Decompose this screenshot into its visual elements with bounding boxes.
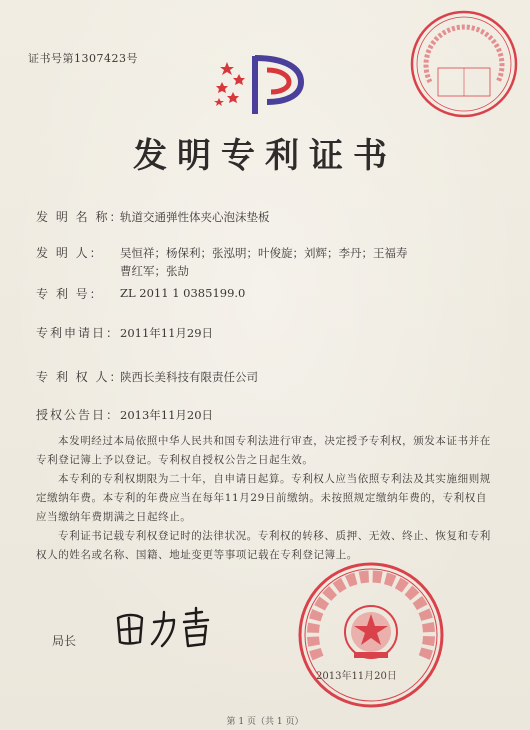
- body-paragraph-1: 本发明经过本局依照中华人民共和国专利法进行审查，决定授予专利权，颁发本证书并在专利登记簿上予以登记。专利权自授权公告之日起生效。: [36, 435, 491, 466]
- field-label-filing-date: 专利申请日：: [36, 326, 121, 340]
- certificate-number: 证书号第1307423号: [28, 52, 138, 65]
- field-value-invention-name: 轨道交通弹性体夹心泡沫垫板: [120, 210, 270, 224]
- field-value-patentee: 陕西长美科技有限责任公司: [120, 370, 258, 384]
- body-paragraph-3: 专利证书记载专利权登记时的法律状况。专利权的转移、质押、无效、终止、恢复和专利权人的姓名或名称、国籍、地址变更等事项记载在专利登记簿上。: [36, 530, 491, 561]
- field-label-patentee: 专 利 权 人：: [36, 370, 124, 384]
- field-label-grant-date: 授权公告日：: [36, 408, 121, 422]
- field-value-inventors: 吴恒祥；杨保利；张泓明；叶俊旋；刘辉；李丹；王福寿: [120, 246, 408, 260]
- body-paragraph-2: 本专利的专利权期限为二十年，自申请日起算。专利权人应当依照专利法及其实施细则规定缴纳年费。本专利的年费应当在每年11月29日前缴纳。未按照规定缴纳年费的，专利权自应当缴纳年费期满之日起终止。: [36, 473, 491, 523]
- field-value-grant-date: 2013年11月20日: [120, 408, 214, 422]
- field-value-inventors-line2: 曹红军；张劼: [120, 264, 189, 278]
- page-footer: 第 1 页（共 1 页）: [226, 717, 304, 727]
- field-value-patent-number: ZL 2011 1 0385199.0: [120, 286, 246, 300]
- patent-office-logo-icon: [205, 52, 325, 120]
- seal-date: 2013年11月20日: [316, 671, 397, 682]
- field-label-inventors: 发 明 人：: [36, 246, 104, 260]
- field-label-patent-number: 专 利 号：: [36, 287, 104, 301]
- national-ip-seal-icon: [296, 560, 446, 710]
- corner-tax-seal-icon: [408, 8, 520, 120]
- field-label-invention-name: 发 明 名 称：: [36, 210, 124, 224]
- chief-label: 局长: [52, 634, 77, 648]
- page-title: 发明专利证书: [133, 136, 397, 176]
- signature-icon: [112, 604, 224, 652]
- field-value-filing-date: 2011年11月29日: [120, 326, 214, 340]
